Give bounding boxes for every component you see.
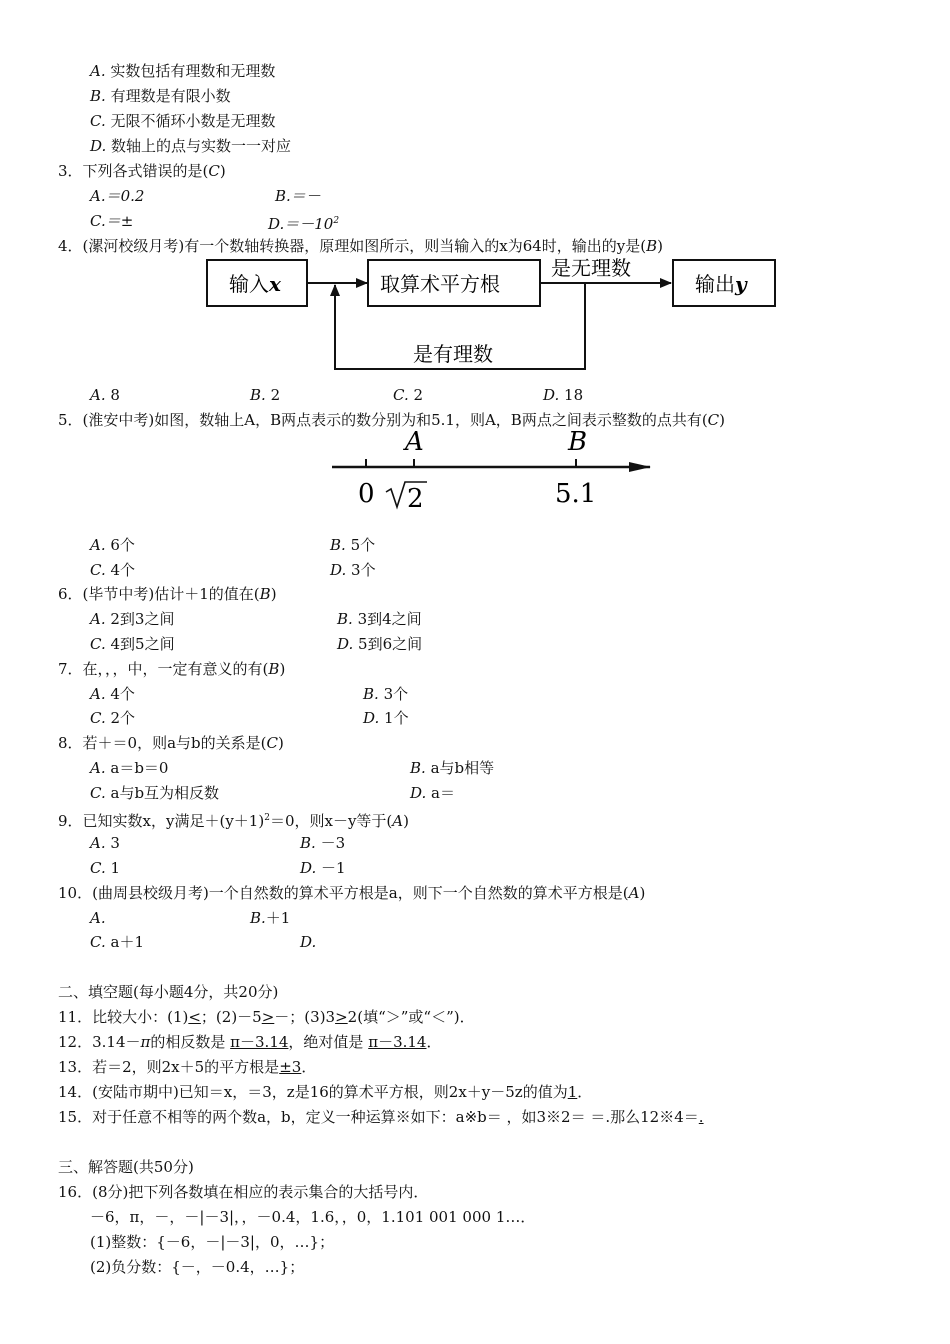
input-label: 输入x bbox=[229, 272, 281, 296]
irrational-label: 是无理数 bbox=[551, 256, 631, 280]
close-paren: ) bbox=[277, 734, 284, 752]
q5-option-d bbox=[330, 560, 376, 580]
section-2-title: 二、填空题(每小题4分，共20分) bbox=[58, 983, 279, 1001]
q12-text: ，绝对值是 bbox=[288, 1033, 364, 1051]
option-text: 4个 bbox=[110, 685, 135, 703]
option-letter: D. bbox=[90, 137, 107, 155]
question-16-numbers: －6，π，－，－|－3|，，－0.4，1.6，，0，1.101 001 000 1…． bbox=[90, 1208, 536, 1226]
option-letter: A. bbox=[90, 536, 106, 554]
option-text: a与b相等 bbox=[430, 759, 495, 777]
superscript: 2 bbox=[264, 813, 270, 823]
q11-answer-1: < bbox=[188, 1008, 201, 1026]
option-letter: B. bbox=[275, 187, 291, 205]
option-text: 5个 bbox=[350, 536, 376, 554]
q11-text: －；(3)3 bbox=[274, 1008, 336, 1026]
stem-text: 3．下列各式错误的是( bbox=[58, 162, 209, 180]
question-15 bbox=[58, 1107, 704, 1127]
question-14 bbox=[58, 1082, 592, 1102]
question-11 bbox=[58, 1007, 475, 1027]
close-paren: ) bbox=[639, 884, 646, 902]
option-letter: A. bbox=[90, 834, 106, 852]
option-letter: A. bbox=[90, 62, 106, 80]
q9-option-b bbox=[300, 833, 345, 853]
option-letter: A. bbox=[90, 610, 106, 628]
option-letter: B. bbox=[250, 909, 266, 927]
q2-option-d bbox=[90, 136, 291, 156]
answer: A bbox=[628, 884, 640, 902]
q8-option-b bbox=[410, 758, 494, 778]
q16-part-1 bbox=[90, 1232, 334, 1252]
option-text: a＋1 bbox=[110, 933, 144, 951]
q13-text: ． bbox=[301, 1058, 317, 1076]
answer: C bbox=[208, 162, 220, 180]
option-text: 18 bbox=[564, 386, 584, 404]
option-letter: D. bbox=[330, 561, 347, 579]
option-letter: C. bbox=[90, 784, 106, 802]
answer: B bbox=[259, 585, 271, 603]
option-text: 3个 bbox=[383, 685, 409, 703]
question-12 bbox=[58, 1032, 442, 1052]
close-paren: ) bbox=[719, 411, 726, 429]
answer: A bbox=[392, 812, 404, 830]
option-letter: C. bbox=[90, 212, 106, 230]
q8-option-c bbox=[90, 783, 219, 803]
option-letter: D. bbox=[300, 859, 317, 877]
close-paren: ) bbox=[403, 812, 409, 830]
q12-text: ． bbox=[426, 1033, 442, 1051]
q11-answer-2: > bbox=[261, 1008, 275, 1026]
option-letter: C. bbox=[90, 561, 106, 579]
q6-option-b bbox=[337, 609, 422, 629]
option-letter: C. bbox=[90, 112, 106, 130]
stem-text: 7．在，，，中，一定有意义的有( bbox=[58, 660, 269, 678]
q3-option-b bbox=[275, 186, 321, 206]
answer: B bbox=[268, 660, 280, 678]
q11-text: 2(填“＞”或“＜”)． bbox=[347, 1008, 475, 1026]
q12-text: 12．3.14－ bbox=[58, 1033, 141, 1051]
option-letter: C. bbox=[90, 859, 106, 877]
stem-text-rest: ＝0，则x－y等于( bbox=[269, 812, 393, 830]
q10-option-d bbox=[300, 932, 316, 952]
q13-answer: ±3 bbox=[279, 1058, 302, 1076]
option-letter: D. bbox=[300, 933, 317, 951]
option-letter: C. bbox=[90, 635, 106, 653]
option-letter: D. bbox=[337, 635, 354, 653]
q7-option-d bbox=[363, 708, 409, 728]
q14-text: ． bbox=[577, 1083, 593, 1101]
option-letter: A. bbox=[90, 685, 106, 703]
q5-option-c bbox=[90, 560, 135, 580]
q4-option-d bbox=[543, 385, 583, 405]
q12-text: 的相反数是 bbox=[150, 1033, 226, 1051]
stem-text: 9．已知实数x，y满足＋(y＋1) bbox=[58, 812, 265, 830]
rational-label: 是有理数 bbox=[413, 342, 493, 366]
option-letter: D. bbox=[543, 386, 560, 404]
option-letter: D. bbox=[410, 784, 427, 802]
option-text: 4到5之间 bbox=[110, 635, 175, 653]
q9-option-d bbox=[300, 858, 346, 878]
option-text: 3 bbox=[110, 834, 120, 852]
point-a-label: A bbox=[405, 430, 424, 457]
answer: C bbox=[707, 411, 720, 429]
close-paren: ) bbox=[657, 237, 664, 255]
q3-option-c bbox=[90, 211, 133, 231]
part-label: (2)负分数： bbox=[90, 1258, 172, 1276]
option-letter: B. bbox=[250, 386, 266, 404]
option-text: －3 bbox=[320, 834, 346, 852]
option-text: 1 bbox=[110, 859, 121, 877]
stem-text: 8．若＋＝0，则a与b的关系是( bbox=[58, 734, 267, 752]
q10-option-a bbox=[90, 908, 106, 928]
zero-label: 0 bbox=[358, 479, 375, 509]
option-text: 2 bbox=[413, 386, 424, 404]
section-3-title: 三、解答题(共50分) bbox=[58, 1158, 194, 1176]
stem-text: 6．(毕节中考)估计＋1的值在( bbox=[58, 585, 260, 603]
option-text: 实数包括有理数和无理数 bbox=[110, 62, 276, 80]
pi-symbol: π bbox=[140, 1033, 151, 1051]
option-text: ＝－10 bbox=[284, 215, 334, 233]
option-letter: B. bbox=[410, 759, 426, 777]
q10-option-b bbox=[250, 908, 290, 928]
option-text: 5到6之间 bbox=[358, 635, 423, 653]
option-text: ＋1 bbox=[265, 909, 291, 927]
option-letter: C. bbox=[90, 933, 106, 951]
option-letter: B. bbox=[300, 834, 316, 852]
option-text: a＝ bbox=[431, 784, 455, 802]
option-text: 3到4之间 bbox=[357, 610, 422, 628]
option-letter: B. bbox=[330, 536, 346, 554]
q11-text: ；(2)－5 bbox=[200, 1008, 262, 1026]
option-text: 6个 bbox=[110, 536, 135, 554]
q11-text: 11．比较大小：(1) bbox=[58, 1008, 189, 1026]
close-paren: ) bbox=[219, 162, 226, 180]
process-label: 取算术平方根 bbox=[380, 272, 500, 296]
q8-option-d bbox=[410, 783, 455, 803]
question-10-stem bbox=[58, 883, 645, 903]
stem-text: 10．(曲周县校级月考)一个自然数的算术平方根是a，则下一个自然数的算术平方根是( bbox=[58, 884, 629, 902]
option-letter: B. bbox=[337, 610, 353, 628]
option-text: a与b互为相反数 bbox=[110, 784, 220, 802]
option-letter: A. bbox=[90, 759, 106, 777]
answer: C bbox=[266, 734, 278, 752]
q4-option-a bbox=[90, 385, 120, 405]
q15-answer: . bbox=[698, 1108, 704, 1126]
stem-text: 4．(漯河校级月考)有一个数轴转换器，原理如图所示，则当输入的x为64时，输出的y是( bbox=[58, 237, 647, 255]
question-16-stem: 16．(8分)把下列各数填在相应的表示集合的大括号内． bbox=[58, 1183, 429, 1201]
option-text: 2 bbox=[270, 386, 281, 404]
q2-option-a bbox=[90, 61, 275, 81]
option-letter: C. bbox=[90, 709, 106, 727]
question-4-stem bbox=[58, 236, 663, 256]
q12-answer-1: π－3.14 bbox=[230, 1033, 289, 1051]
q4-option-b bbox=[250, 385, 280, 405]
option-text: 1个 bbox=[384, 709, 409, 727]
option-letter: A. bbox=[90, 909, 106, 927]
option-text: 无限不循环小数是无理数 bbox=[110, 112, 276, 130]
option-letter: A. bbox=[90, 386, 106, 404]
q5-option-a bbox=[90, 535, 135, 555]
flowchart-diagram bbox=[205, 256, 785, 376]
superscript: 2 bbox=[333, 216, 340, 226]
q14-text: 14．(安陆市期中)已知＝x，＝3，z是16的算术平方根，则2x＋y－5z的值为 bbox=[58, 1083, 568, 1101]
q4-option-c bbox=[393, 385, 423, 405]
option-letter: D. bbox=[268, 215, 285, 233]
part-answer: {－6，－|－3|，0，…}； bbox=[156, 1233, 335, 1251]
option-text: ＝0.2 bbox=[105, 187, 145, 205]
q6-option-a bbox=[90, 609, 174, 629]
option-letter: B. bbox=[90, 87, 106, 105]
close-paren: ) bbox=[270, 585, 277, 603]
question-6-stem bbox=[58, 584, 277, 604]
question-3-stem bbox=[58, 161, 226, 181]
question-8-stem bbox=[58, 733, 284, 753]
question-13 bbox=[58, 1057, 316, 1077]
option-text: 4个 bbox=[110, 561, 136, 579]
q6-option-c bbox=[90, 634, 175, 654]
question-5-stem bbox=[58, 410, 725, 430]
close-paren: ) bbox=[279, 660, 286, 678]
q8-option-a bbox=[90, 758, 168, 778]
stem-text: 5．(淮安中考)如图，数轴上A，B两点表示的数分别为和5.1，则A，B两点之间表示整数的点共有( bbox=[58, 411, 708, 429]
q2-option-c bbox=[90, 111, 276, 131]
q14-answer: 1 bbox=[567, 1083, 578, 1101]
q6-option-d bbox=[337, 634, 422, 654]
q12-answer-2: π－3.14 bbox=[368, 1033, 427, 1051]
q11-answer-3: > bbox=[335, 1008, 348, 1026]
q7-option-c bbox=[90, 708, 135, 728]
output-label: 输出y bbox=[695, 272, 747, 296]
option-text: 数轴上的点与实数一一对应 bbox=[111, 137, 292, 155]
option-letter: D. bbox=[363, 709, 380, 727]
option-text: ＝－ bbox=[290, 187, 321, 205]
sqrt-radicand: 2 bbox=[407, 484, 424, 514]
b-value-label: 5.1 bbox=[555, 479, 597, 509]
q13-text: 13．若＝2，则2x＋5的平方根是 bbox=[58, 1058, 280, 1076]
q15-text: 15．对于任意不相等的两个数a，b，定义一种运算※如下：a※b＝ ，如3※2＝ ＝.那么12※4＝ bbox=[58, 1108, 699, 1126]
option-letter: C. bbox=[393, 386, 409, 404]
q7-option-a bbox=[90, 684, 135, 704]
option-letter: B. bbox=[363, 685, 379, 703]
q3-option-a bbox=[90, 186, 144, 206]
q2-option-b bbox=[90, 86, 231, 106]
q7-option-b bbox=[363, 684, 408, 704]
option-letter: A. bbox=[90, 187, 106, 205]
q16-part-2 bbox=[90, 1257, 304, 1277]
q5-option-b bbox=[330, 535, 375, 555]
option-text: ＝± bbox=[105, 212, 134, 230]
point-b-label: B bbox=[568, 430, 588, 457]
q9-option-c bbox=[90, 858, 120, 878]
part-answer: {－，－0.4，…}； bbox=[171, 1258, 305, 1276]
question-9-stem bbox=[58, 808, 409, 831]
option-text: a＝b＝0 bbox=[110, 759, 169, 777]
q3-option-d bbox=[268, 211, 339, 234]
question-7-stem bbox=[58, 659, 285, 679]
option-text: 有理数是有限小数 bbox=[110, 87, 231, 105]
option-text: 8 bbox=[110, 386, 120, 404]
option-text: 3个 bbox=[351, 561, 376, 579]
q9-option-a bbox=[90, 833, 120, 853]
number-line-diagram bbox=[328, 430, 668, 514]
part-label: (1)整数： bbox=[90, 1233, 157, 1251]
option-text: 2到3之间 bbox=[110, 610, 175, 628]
option-text: －1 bbox=[321, 859, 346, 877]
answer: B bbox=[646, 237, 658, 255]
q10-option-c bbox=[90, 932, 144, 952]
option-text: 2个 bbox=[110, 709, 136, 727]
